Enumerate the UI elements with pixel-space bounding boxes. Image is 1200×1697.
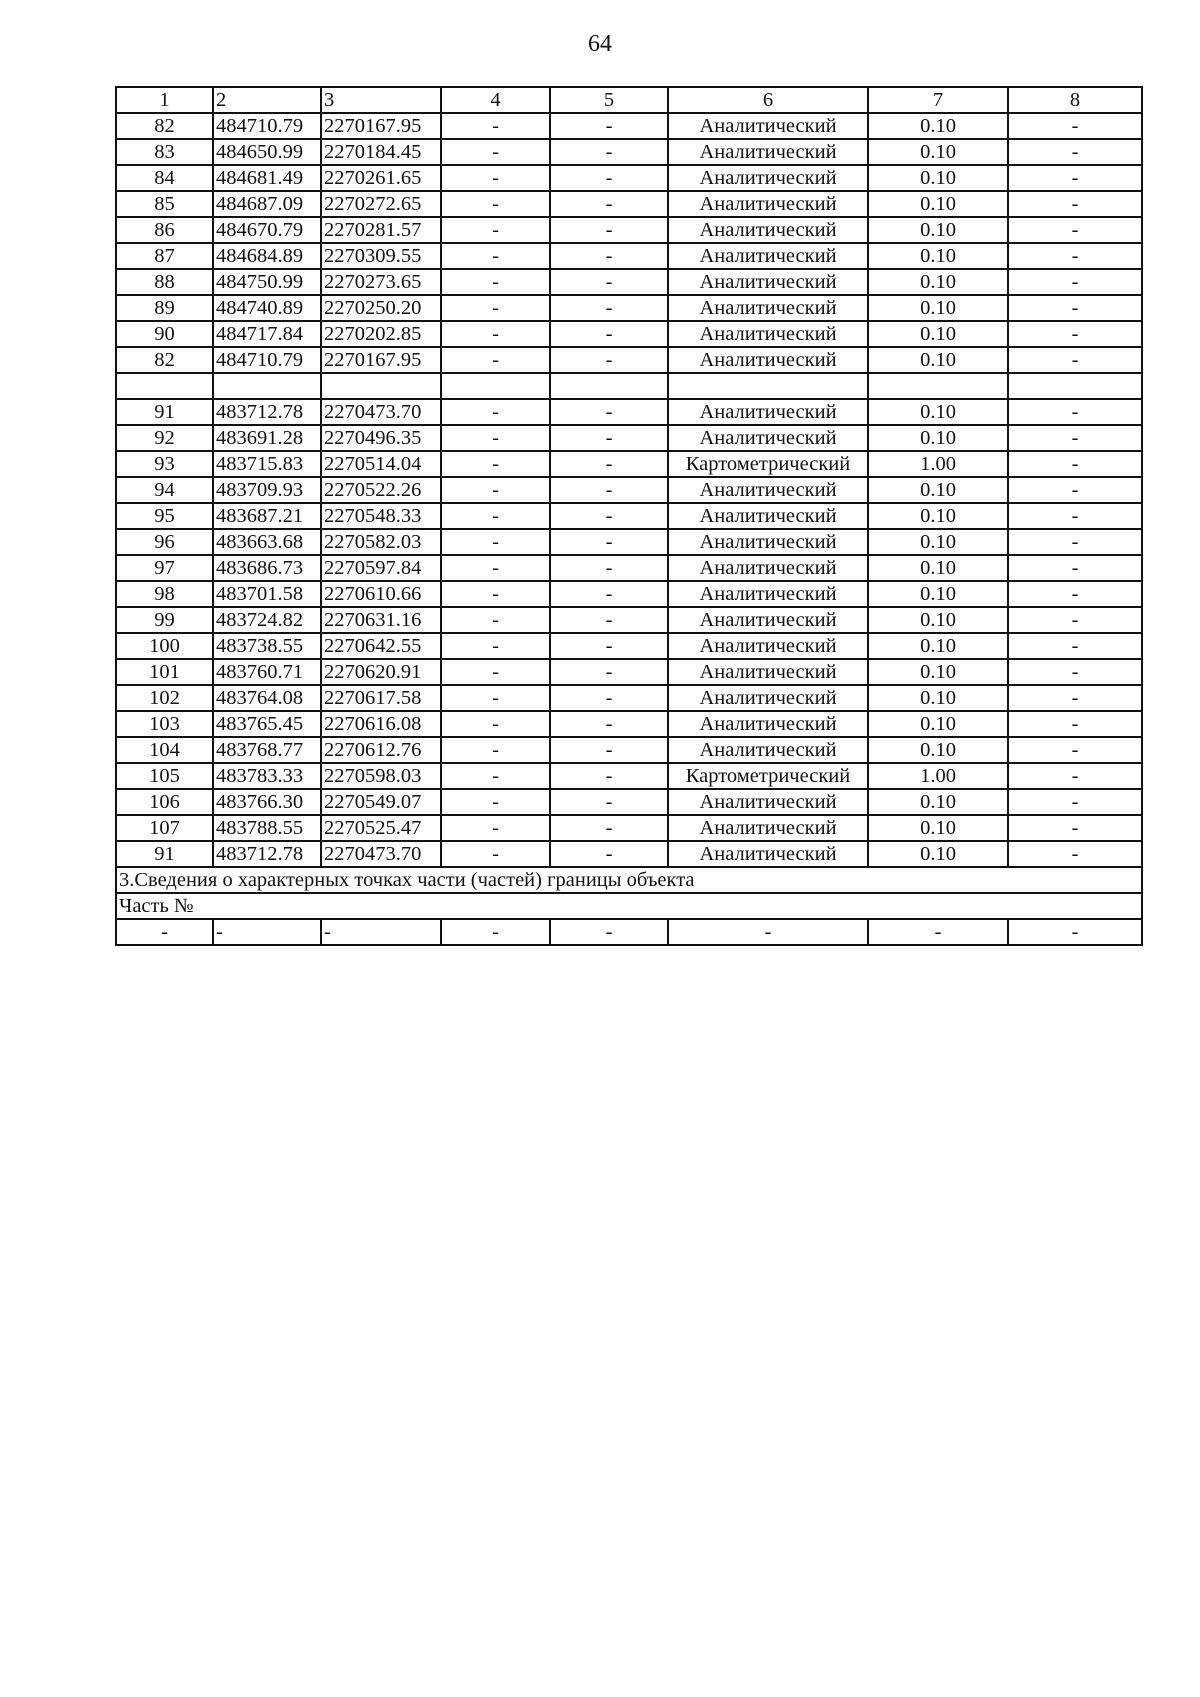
cell-col-3: 2270525.47 bbox=[321, 815, 441, 841]
part-cell-col-2: - bbox=[213, 919, 321, 945]
cell-col-3: 2270167.95 bbox=[321, 113, 441, 139]
cell-col-6: Аналитический bbox=[668, 659, 868, 685]
cell-col-6: Аналитический bbox=[668, 165, 868, 191]
part-cell-col-4: - bbox=[441, 919, 550, 945]
cell-col-6: Аналитический bbox=[668, 789, 868, 815]
table-row bbox=[116, 165, 1142, 191]
cell-col-4: - bbox=[441, 737, 550, 763]
cell-col-2: 483691.28 bbox=[213, 425, 321, 451]
table-row bbox=[116, 425, 1142, 451]
cell-col-6: Аналитический bbox=[668, 685, 868, 711]
cell-col-6: Аналитический bbox=[668, 191, 868, 217]
cell-col-8: - bbox=[1008, 477, 1142, 503]
cell-col-5: - bbox=[550, 113, 668, 139]
cell-col-3: 2270642.55 bbox=[321, 633, 441, 659]
cell-col-6: Аналитический bbox=[668, 477, 868, 503]
cell-col-6: Аналитический bbox=[668, 347, 868, 373]
cell-col-6: Аналитический bbox=[668, 425, 868, 451]
cell-col-5: - bbox=[550, 295, 668, 321]
cell-col-4: - bbox=[441, 763, 550, 789]
cell-col-1: 84 bbox=[116, 165, 213, 191]
cell-col-5: - bbox=[550, 451, 668, 477]
cell-col-8: - bbox=[1008, 295, 1142, 321]
cell-col-5: - bbox=[550, 763, 668, 789]
cell-col-5: - bbox=[550, 399, 668, 425]
part-label-row bbox=[116, 893, 1142, 919]
cell-col-2: 484650.99 bbox=[213, 139, 321, 165]
cell-col-4: - bbox=[441, 269, 550, 295]
cell-col-8: - bbox=[1008, 737, 1142, 763]
cell-col-5: - bbox=[550, 633, 668, 659]
cell-col-2: 484740.89 bbox=[213, 295, 321, 321]
cell-col-4: - bbox=[441, 607, 550, 633]
cell-col-6: Аналитический bbox=[668, 555, 868, 581]
part-cell-col-8: - bbox=[1008, 919, 1142, 945]
column-number-col-1: 1 bbox=[116, 87, 213, 113]
cell-col-1: 103 bbox=[116, 711, 213, 737]
cell-col-3: 2270273.65 bbox=[321, 269, 441, 295]
cell-col-2: 483712.78 bbox=[213, 399, 321, 425]
cell-col-5: - bbox=[550, 503, 668, 529]
cell-col-4: - bbox=[441, 815, 550, 841]
cell-col-2: 484681.49 bbox=[213, 165, 321, 191]
cell-col-6: Аналитический bbox=[668, 399, 868, 425]
cell-col-8: - bbox=[1008, 607, 1142, 633]
cell-col-8: - bbox=[1008, 113, 1142, 139]
cell-col-4: - bbox=[441, 581, 550, 607]
cell-col-6: Аналитический bbox=[668, 295, 868, 321]
cell-col-7: 0.10 bbox=[868, 581, 1008, 607]
cell-col-3: 2270548.33 bbox=[321, 503, 441, 529]
column-number-col-7: 7 bbox=[868, 87, 1008, 113]
cell-col-7: 0.10 bbox=[868, 711, 1008, 737]
cell-col-1: 107 bbox=[116, 815, 213, 841]
cell-col-6: Аналитический bbox=[668, 113, 868, 139]
table-row bbox=[116, 685, 1142, 711]
cell-col-5 bbox=[550, 373, 668, 399]
part-cell-col-1: - bbox=[116, 919, 213, 945]
cell-col-4: - bbox=[441, 295, 550, 321]
cell-col-3: 2270582.03 bbox=[321, 529, 441, 555]
cell-col-8: - bbox=[1008, 269, 1142, 295]
cell-col-7: 0.10 bbox=[868, 347, 1008, 373]
cell-col-8: - bbox=[1008, 243, 1142, 269]
cell-col-3: 2270631.16 bbox=[321, 607, 441, 633]
cell-col-3: 2270261.65 bbox=[321, 165, 441, 191]
cell-col-2: 484687.09 bbox=[213, 191, 321, 217]
cell-col-4: - bbox=[441, 477, 550, 503]
table-row bbox=[116, 191, 1142, 217]
cell-col-3: 2270473.70 bbox=[321, 399, 441, 425]
cell-col-1: 89 bbox=[116, 295, 213, 321]
cell-col-7: 0.10 bbox=[868, 685, 1008, 711]
part-cell-col-7: - bbox=[868, 919, 1008, 945]
cell-col-1: 95 bbox=[116, 503, 213, 529]
cell-col-6: Аналитический bbox=[668, 815, 868, 841]
cell-col-7: 0.10 bbox=[868, 633, 1008, 659]
cell-col-1: 86 bbox=[116, 217, 213, 243]
cell-col-2: 484710.79 bbox=[213, 347, 321, 373]
section-title-row bbox=[116, 867, 1142, 893]
cell-col-4 bbox=[441, 373, 550, 399]
cell-col-1: 101 bbox=[116, 659, 213, 685]
cell-col-4: - bbox=[441, 321, 550, 347]
cell-col-2: 483686.73 bbox=[213, 555, 321, 581]
cell-col-5: - bbox=[550, 789, 668, 815]
cell-col-8: - bbox=[1008, 399, 1142, 425]
cell-col-7: 0.10 bbox=[868, 321, 1008, 347]
cell-col-1: 96 bbox=[116, 529, 213, 555]
table-row bbox=[116, 763, 1142, 789]
cell-col-7: 0.10 bbox=[868, 659, 1008, 685]
cell-col-8: - bbox=[1008, 555, 1142, 581]
cell-col-8: - bbox=[1008, 581, 1142, 607]
table-row bbox=[116, 815, 1142, 841]
table-row bbox=[116, 399, 1142, 425]
column-number-col-4: 4 bbox=[441, 87, 550, 113]
cell-col-1: 83 bbox=[116, 139, 213, 165]
cell-col-3: 2270167.95 bbox=[321, 347, 441, 373]
table-row bbox=[116, 217, 1142, 243]
table-row bbox=[116, 295, 1142, 321]
cell-col-4: - bbox=[441, 529, 550, 555]
cell-col-8: - bbox=[1008, 529, 1142, 555]
cell-col-1: 98 bbox=[116, 581, 213, 607]
cell-col-4: - bbox=[441, 789, 550, 815]
cell-col-1: 88 bbox=[116, 269, 213, 295]
column-number-row bbox=[116, 87, 1142, 113]
cell-col-5: - bbox=[550, 165, 668, 191]
cell-col-2: 483760.71 bbox=[213, 659, 321, 685]
cell-col-4: - bbox=[441, 113, 550, 139]
cell-col-7: 0.10 bbox=[868, 737, 1008, 763]
cell-col-1: 82 bbox=[116, 113, 213, 139]
cell-col-3: 2270616.08 bbox=[321, 711, 441, 737]
cell-col-5: - bbox=[550, 685, 668, 711]
cell-col-2: 484670.79 bbox=[213, 217, 321, 243]
cell-col-1: 82 bbox=[116, 347, 213, 373]
cell-col-3 bbox=[321, 373, 441, 399]
table-body bbox=[116, 87, 1142, 945]
cell-col-1: 87 bbox=[116, 243, 213, 269]
cell-col-8: - bbox=[1008, 633, 1142, 659]
cell-col-2: 483701.58 bbox=[213, 581, 321, 607]
cell-col-2: 483687.21 bbox=[213, 503, 321, 529]
cell-col-8: - bbox=[1008, 451, 1142, 477]
cell-col-8: - bbox=[1008, 425, 1142, 451]
cell-col-7 bbox=[868, 373, 1008, 399]
cell-col-5: - bbox=[550, 477, 668, 503]
cell-col-1: 90 bbox=[116, 321, 213, 347]
cell-col-5: - bbox=[550, 139, 668, 165]
cell-col-1: 92 bbox=[116, 425, 213, 451]
cell-col-1 bbox=[116, 373, 213, 399]
cell-col-7: 0.10 bbox=[868, 425, 1008, 451]
cell-col-6: Аналитический bbox=[668, 243, 868, 269]
cell-col-5: - bbox=[550, 841, 668, 867]
cell-col-6: Аналитический bbox=[668, 139, 868, 165]
cell-col-5: - bbox=[550, 555, 668, 581]
cell-col-3: 2270272.65 bbox=[321, 191, 441, 217]
cell-col-7: 0.10 bbox=[868, 139, 1008, 165]
cell-col-2: 484710.79 bbox=[213, 113, 321, 139]
cell-col-7: 0.10 bbox=[868, 841, 1008, 867]
cell-col-1: 104 bbox=[116, 737, 213, 763]
cell-col-8: - bbox=[1008, 139, 1142, 165]
cell-col-3: 2270281.57 bbox=[321, 217, 441, 243]
coordinates-table bbox=[115, 86, 1143, 946]
cell-col-6: Аналитический bbox=[668, 633, 868, 659]
column-number-col-5: 5 bbox=[550, 87, 668, 113]
cell-col-3: 2270610.66 bbox=[321, 581, 441, 607]
cell-col-7: 1.00 bbox=[868, 763, 1008, 789]
table-row bbox=[116, 477, 1142, 503]
cell-col-4: - bbox=[441, 399, 550, 425]
cell-col-7: 0.10 bbox=[868, 399, 1008, 425]
cell-col-5: - bbox=[550, 607, 668, 633]
cell-col-8: - bbox=[1008, 503, 1142, 529]
table-row bbox=[116, 737, 1142, 763]
cell-col-5: - bbox=[550, 659, 668, 685]
cell-col-4: - bbox=[441, 425, 550, 451]
table-row bbox=[116, 555, 1142, 581]
cell-col-3: 2270202.85 bbox=[321, 321, 441, 347]
cell-col-5: - bbox=[550, 529, 668, 555]
cell-col-4: - bbox=[441, 633, 550, 659]
cell-col-4: - bbox=[441, 451, 550, 477]
cell-col-2: 483712.78 bbox=[213, 841, 321, 867]
cell-col-1: 100 bbox=[116, 633, 213, 659]
cell-col-1: 99 bbox=[116, 607, 213, 633]
cell-col-8: - bbox=[1008, 217, 1142, 243]
column-number-col-3: 3 bbox=[321, 87, 441, 113]
column-number-col-8: 8 bbox=[1008, 87, 1142, 113]
cell-col-6: Аналитический bbox=[668, 503, 868, 529]
cell-col-7: 0.10 bbox=[868, 555, 1008, 581]
cell-col-5: - bbox=[550, 581, 668, 607]
cell-col-5: - bbox=[550, 737, 668, 763]
table-row bbox=[116, 373, 1142, 399]
cell-col-7: 0.10 bbox=[868, 789, 1008, 815]
cell-col-2: 483663.68 bbox=[213, 529, 321, 555]
cell-col-8: - bbox=[1008, 763, 1142, 789]
table-row bbox=[116, 321, 1142, 347]
cell-col-7: 1.00 bbox=[868, 451, 1008, 477]
cell-col-7: 0.10 bbox=[868, 191, 1008, 217]
cell-col-3: 2270617.58 bbox=[321, 685, 441, 711]
cell-col-2: 484750.99 bbox=[213, 269, 321, 295]
part-cell-col-3: - bbox=[321, 919, 441, 945]
cell-col-4: - bbox=[441, 841, 550, 867]
cell-col-3: 2270250.20 bbox=[321, 295, 441, 321]
cell-col-7: 0.10 bbox=[868, 217, 1008, 243]
cell-col-1: 94 bbox=[116, 477, 213, 503]
cell-col-1: 106 bbox=[116, 789, 213, 815]
table-row bbox=[116, 139, 1142, 165]
cell-col-2: 483783.33 bbox=[213, 763, 321, 789]
cell-col-4: - bbox=[441, 217, 550, 243]
cell-col-2: 484684.89 bbox=[213, 243, 321, 269]
cell-col-8: - bbox=[1008, 685, 1142, 711]
cell-col-5: - bbox=[550, 425, 668, 451]
table-row bbox=[116, 633, 1142, 659]
cell-col-5: - bbox=[550, 243, 668, 269]
cell-col-7: 0.10 bbox=[868, 529, 1008, 555]
table-row bbox=[116, 789, 1142, 815]
cell-col-2: 483715.83 bbox=[213, 451, 321, 477]
cell-col-4: - bbox=[441, 555, 550, 581]
cell-col-7: 0.10 bbox=[868, 243, 1008, 269]
cell-col-5: - bbox=[550, 321, 668, 347]
cell-col-3: 2270598.03 bbox=[321, 763, 441, 789]
cell-col-8: - bbox=[1008, 347, 1142, 373]
table-row bbox=[116, 659, 1142, 685]
cell-col-7: 0.10 bbox=[868, 295, 1008, 321]
table-row bbox=[116, 607, 1142, 633]
cell-col-6: Аналитический bbox=[668, 581, 868, 607]
cell-col-8: - bbox=[1008, 815, 1142, 841]
cell-col-5: - bbox=[550, 269, 668, 295]
cell-col-8: - bbox=[1008, 789, 1142, 815]
cell-col-5: - bbox=[550, 347, 668, 373]
cell-col-6: Аналитический bbox=[668, 529, 868, 555]
cell-col-7: 0.10 bbox=[868, 477, 1008, 503]
cell-col-4: - bbox=[441, 243, 550, 269]
cell-col-1: 91 bbox=[116, 399, 213, 425]
cell-col-6: Аналитический bbox=[668, 711, 868, 737]
cell-col-5: - bbox=[550, 191, 668, 217]
cell-col-3: 2270612.76 bbox=[321, 737, 441, 763]
cell-col-7: 0.10 bbox=[868, 503, 1008, 529]
table-row bbox=[116, 711, 1142, 737]
cell-col-5: - bbox=[550, 815, 668, 841]
column-number-col-6: 6 bbox=[668, 87, 868, 113]
cell-col-6: Аналитический bbox=[668, 217, 868, 243]
cell-col-6: Картометрический bbox=[668, 763, 868, 789]
cell-col-3: 2270184.45 bbox=[321, 139, 441, 165]
cell-col-7: 0.10 bbox=[868, 607, 1008, 633]
cell-col-8: - bbox=[1008, 321, 1142, 347]
cell-col-2: 484717.84 bbox=[213, 321, 321, 347]
cell-col-4: - bbox=[441, 191, 550, 217]
cell-col-4: - bbox=[441, 347, 550, 373]
section-title: 3.Сведения о характерных точках части (частей) границы объекта bbox=[116, 867, 1142, 893]
cell-col-3: 2270620.91 bbox=[321, 659, 441, 685]
table-row bbox=[116, 841, 1142, 867]
table-row bbox=[116, 529, 1142, 555]
cell-col-8: - bbox=[1008, 191, 1142, 217]
cell-col-6: Картометрический bbox=[668, 451, 868, 477]
cell-col-6: Аналитический bbox=[668, 841, 868, 867]
cell-col-7: 0.10 bbox=[868, 269, 1008, 295]
table-row bbox=[116, 347, 1142, 373]
cell-col-2: 483724.82 bbox=[213, 607, 321, 633]
cell-col-7: 0.10 bbox=[868, 113, 1008, 139]
column-number-col-2: 2 bbox=[213, 87, 321, 113]
cell-col-8: - bbox=[1008, 659, 1142, 685]
cell-col-2: 483764.08 bbox=[213, 685, 321, 711]
cell-col-5: - bbox=[550, 711, 668, 737]
table-row bbox=[116, 581, 1142, 607]
cell-col-2: 483768.77 bbox=[213, 737, 321, 763]
cell-col-7: 0.10 bbox=[868, 165, 1008, 191]
cell-col-6: Аналитический bbox=[668, 321, 868, 347]
cell-col-4: - bbox=[441, 685, 550, 711]
cell-col-1: 91 bbox=[116, 841, 213, 867]
cell-col-3: 2270496.35 bbox=[321, 425, 441, 451]
cell-col-6: Аналитический bbox=[668, 607, 868, 633]
cell-col-3: 2270522.26 bbox=[321, 477, 441, 503]
cell-col-1: 102 bbox=[116, 685, 213, 711]
table-row bbox=[116, 503, 1142, 529]
cell-col-6: Аналитический bbox=[668, 737, 868, 763]
part-cell-col-6: - bbox=[668, 919, 868, 945]
cell-col-4: - bbox=[441, 659, 550, 685]
cell-col-3: 2270597.84 bbox=[321, 555, 441, 581]
table-row bbox=[116, 113, 1142, 139]
page-number: 64 bbox=[588, 31, 612, 57]
cell-col-3: 2270473.70 bbox=[321, 841, 441, 867]
cell-col-3: 2270514.04 bbox=[321, 451, 441, 477]
cell-col-8: - bbox=[1008, 841, 1142, 867]
table-row bbox=[116, 269, 1142, 295]
cell-col-4: - bbox=[441, 139, 550, 165]
part-label: Часть № bbox=[116, 893, 1142, 919]
cell-col-8 bbox=[1008, 373, 1142, 399]
cell-col-2: 483738.55 bbox=[213, 633, 321, 659]
cell-col-4: - bbox=[441, 503, 550, 529]
cell-col-1: 105 bbox=[116, 763, 213, 789]
cell-col-1: 97 bbox=[116, 555, 213, 581]
cell-col-2 bbox=[213, 373, 321, 399]
cell-col-1: 85 bbox=[116, 191, 213, 217]
cell-col-5: - bbox=[550, 217, 668, 243]
cell-col-1: 93 bbox=[116, 451, 213, 477]
cell-col-3: 2270309.55 bbox=[321, 243, 441, 269]
cell-col-2: 483765.45 bbox=[213, 711, 321, 737]
cell-col-6 bbox=[668, 373, 868, 399]
table-row bbox=[116, 451, 1142, 477]
part-row bbox=[116, 919, 1142, 945]
cell-col-6: Аналитический bbox=[668, 269, 868, 295]
cell-col-2: 483788.55 bbox=[213, 815, 321, 841]
cell-col-8: - bbox=[1008, 711, 1142, 737]
cell-col-2: 483709.93 bbox=[213, 477, 321, 503]
table-row bbox=[116, 243, 1142, 269]
cell-col-8: - bbox=[1008, 165, 1142, 191]
cell-col-4: - bbox=[441, 711, 550, 737]
cell-col-2: 483766.30 bbox=[213, 789, 321, 815]
part-cell-col-5: - bbox=[550, 919, 668, 945]
cell-col-7: 0.10 bbox=[868, 815, 1008, 841]
cell-col-3: 2270549.07 bbox=[321, 789, 441, 815]
cell-col-4: - bbox=[441, 165, 550, 191]
